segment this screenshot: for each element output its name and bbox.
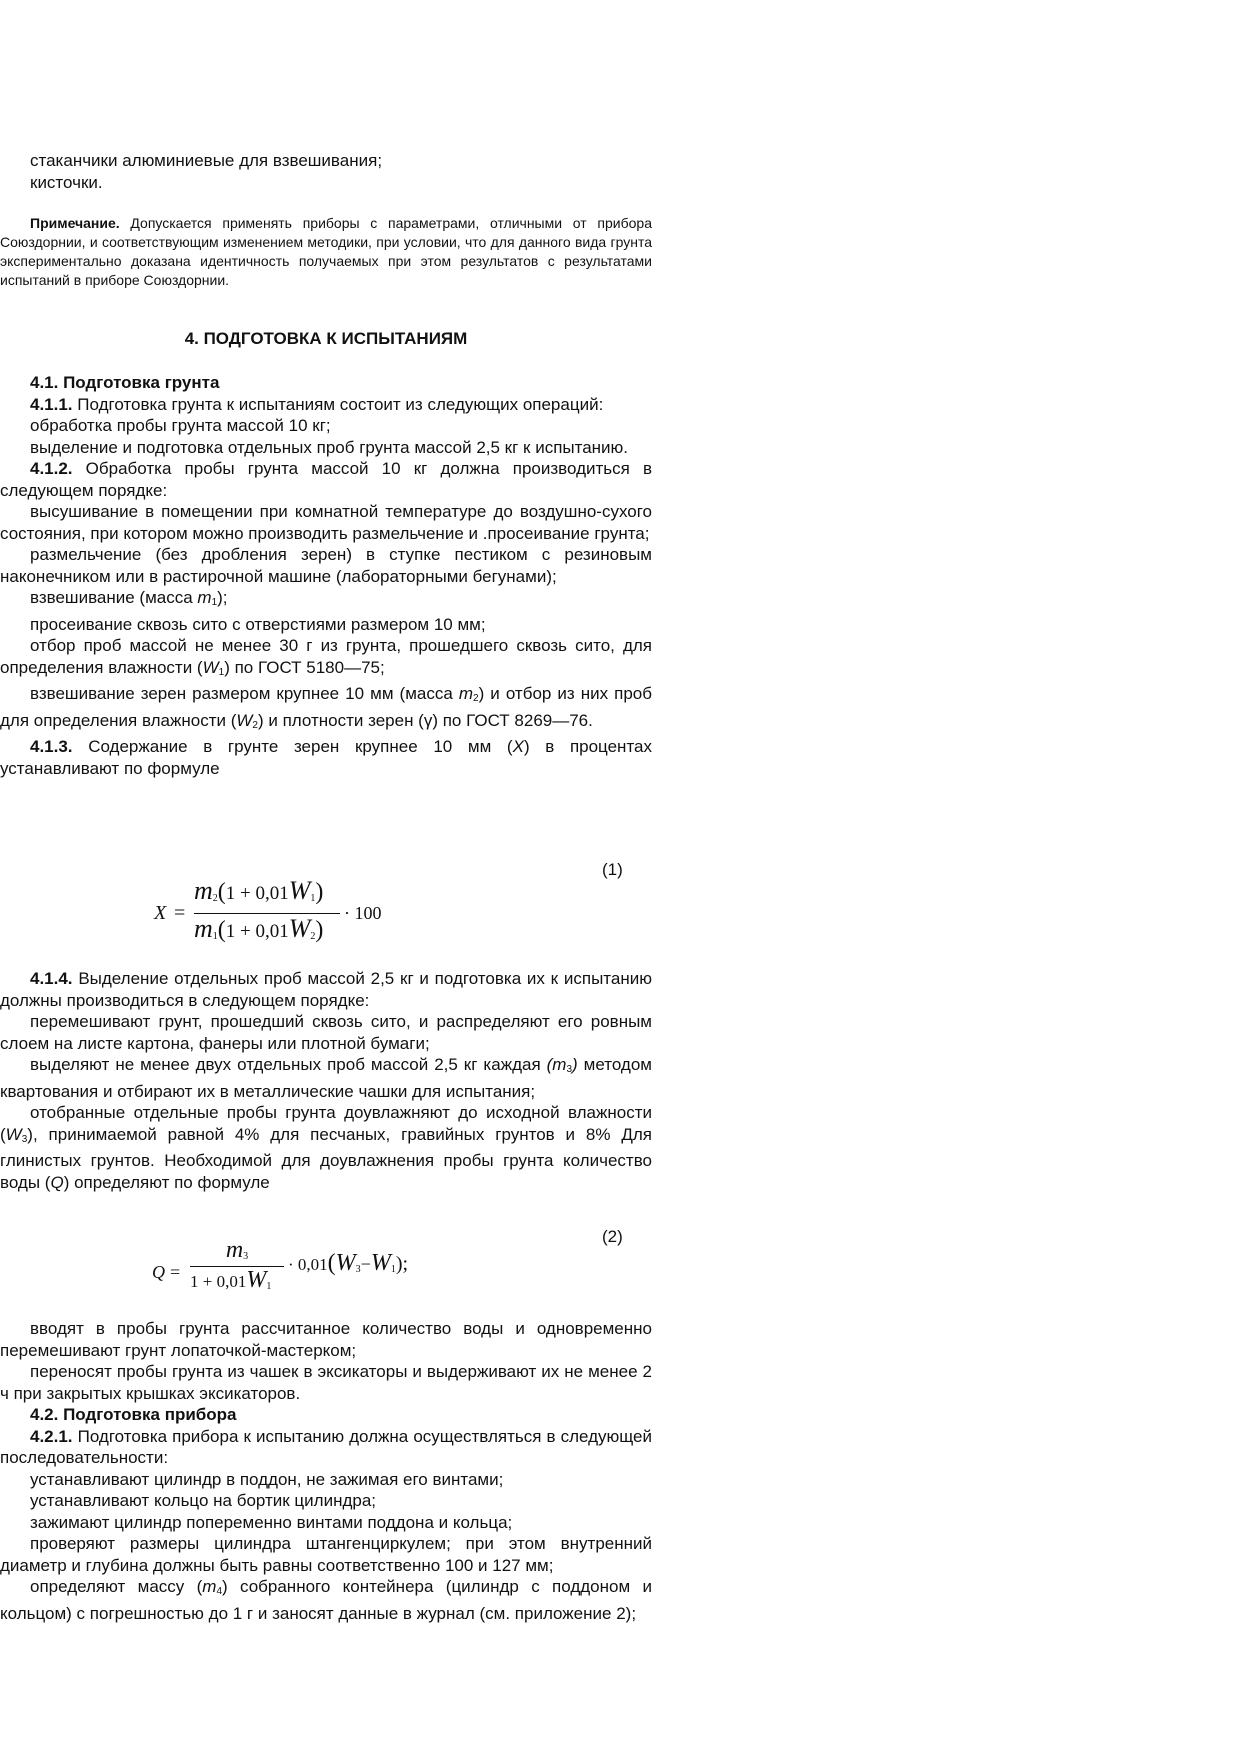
list-item: стаканчики алюминиевые для взвешивания; — [30, 151, 383, 170]
section-4-1-4 — [0, 968, 652, 1193]
section-4-2 — [0, 1318, 652, 1624]
list-item: переносят пробы грунта из чашек в эксикаторы и выдерживают их не менее 2 ч при закрытых крышках эксикаторов. — [0, 1362, 652, 1403]
section-4-1 — [0, 372, 652, 779]
list-item: зажимают цилиндр попеременно винтами поддона и кольца; — [30, 1512, 513, 1532]
list-item: определяют массу $(m_4)$ собранного контейнера (цилиндр с поддоном и кольцом) с погрешностью до 1 г и заносят данные в журнал (см. приложение 2); — [0, 1577, 652, 1623]
list-item: просеивание сквозь сито с отверстиями размером 10 мм; — [30, 614, 486, 634]
paragraph-4-1-2: 4.1.2. Обработка пробы грунта массой 10 кг должна производиться в следующем порядке: — [0, 459, 652, 500]
top-list — [0, 150, 652, 193]
note-text: Допускается применять приборы с параметрами, отличными от прибора Союздорнии, и соответствующим изменением методики, при условии, что для данного вида грунта экспериментально доказана идентичность получаемых при этом результатов с результатами испытаний в приборе Союздорнии. — [0, 215, 652, 288]
note-block — [0, 214, 652, 290]
formula-2: Q = $m_3$ $1 + 0,01W_1$ · $0,01(W_3-W_1)$; — [152, 1237, 409, 1293]
list-item: отбор проб массой не менее 30 г из грунта, прошедшего сквозь сито, для определения влажности $(W_1)$ по ГОСТ 5180—75; — [0, 636, 652, 678]
list-item: обработка пробы грунта массой 10 кг; — [30, 416, 331, 435]
list-item: выделяют не менее двух отдельных проб массой 2,5 кг каждая $(m_3)$ методом квартования и отбирают их в металлические чашки для испытания; — [0, 1055, 652, 1101]
paragraph-4-1-4: 4.1.4. Выделение отдельных проб массой 2,5 кг и подготовка их к испытанию должны производиться в следующем порядке: — [0, 969, 652, 1010]
list-item: вводят в пробы грунта рассчитанное количество воды и одновременно перемешивают грунт лопаточкой-мастерком; — [0, 1319, 652, 1360]
list-item: устанавливают цилиндр в поддон, не зажимая его винтами; — [30, 1469, 504, 1489]
list-item: устанавливают кольцо на бортик цилиндра; — [30, 1491, 377, 1510]
list-item: перемешивают грунт, прошедший сквозь сито, и распределяют его ровным слоем на листе картона, фанеры или плотной бумаги; — [0, 1012, 652, 1053]
subsection-title: 4.1. Подготовка грунта — [30, 373, 220, 392]
section-title: 4. ПОДГОТОВКА К ИСПЫТАНИЯМ — [184, 329, 468, 348]
list-item: выделение и подготовка отдельных проб грунта массой 2,5 кг к испытанию. — [30, 437, 629, 457]
equation-number: (1) — [602, 860, 623, 879]
paragraph-4-2-1: 4.2.1. Подготовка прибора к испытанию должна осуществляться в следующей последовательности: — [0, 1426, 652, 1467]
list-item: размельчение (без дробления зерен) в ступке пестиком с резиновым наконечником или в растирочной машине (лабораторными бегунами); — [0, 545, 652, 586]
formula-1: X = $m_2(1 + 0,01W_1)$ $m_1(1 + 0,01W_2)$ · 100 — [154, 876, 382, 943]
note-label: Примечание. — [30, 215, 120, 231]
subsection-title: 4.2. Подготовка прибора — [30, 1405, 237, 1424]
list-item: отобранные отдельные пробы грунта доувлажняют до исходной влажности $(W_3)$, принимаемой равной 4% для песчаных, гравийных грунтов и 8% Для глинистых грунтов. Необходимой для доувлажнения пробы грунта количество воды (Q) определяют по формуле — [0, 1103, 652, 1192]
paragraph-4-1-1: 4.1.1. Подготовка грунта к испытаниям состоит из следующих операций: — [30, 394, 604, 414]
list-item: взвешивание зерен размером крупнее 10 мм (масса $m_2$) и отбор из них проб для определения влажности $(W_2)$ и плотности зерен (γ) по ГОСТ 8269—76. — [0, 684, 653, 731]
paragraph-4-1-3: 4.1.3. Содержание в грунте зерен крупнее 10 мм (X) в процентах устанавливают по формуле — [0, 737, 652, 778]
equation-number: (2) — [602, 1227, 623, 1246]
list-item: взвешивание (масса $m_1$); — [30, 588, 228, 608]
list-item: кисточки. — [30, 172, 103, 192]
list-item: проверяют размеры цилиндра штангенциркулем; при этом внутренний диаметр и глубина должны быть равны соответственно 100 и 127 мм; — [0, 1534, 652, 1575]
list-item: высушивание в помещении при комнатной температуре до воздушно-сухого состояния, при котором можно производить размельчение и .просеивание грунта; — [0, 502, 652, 543]
